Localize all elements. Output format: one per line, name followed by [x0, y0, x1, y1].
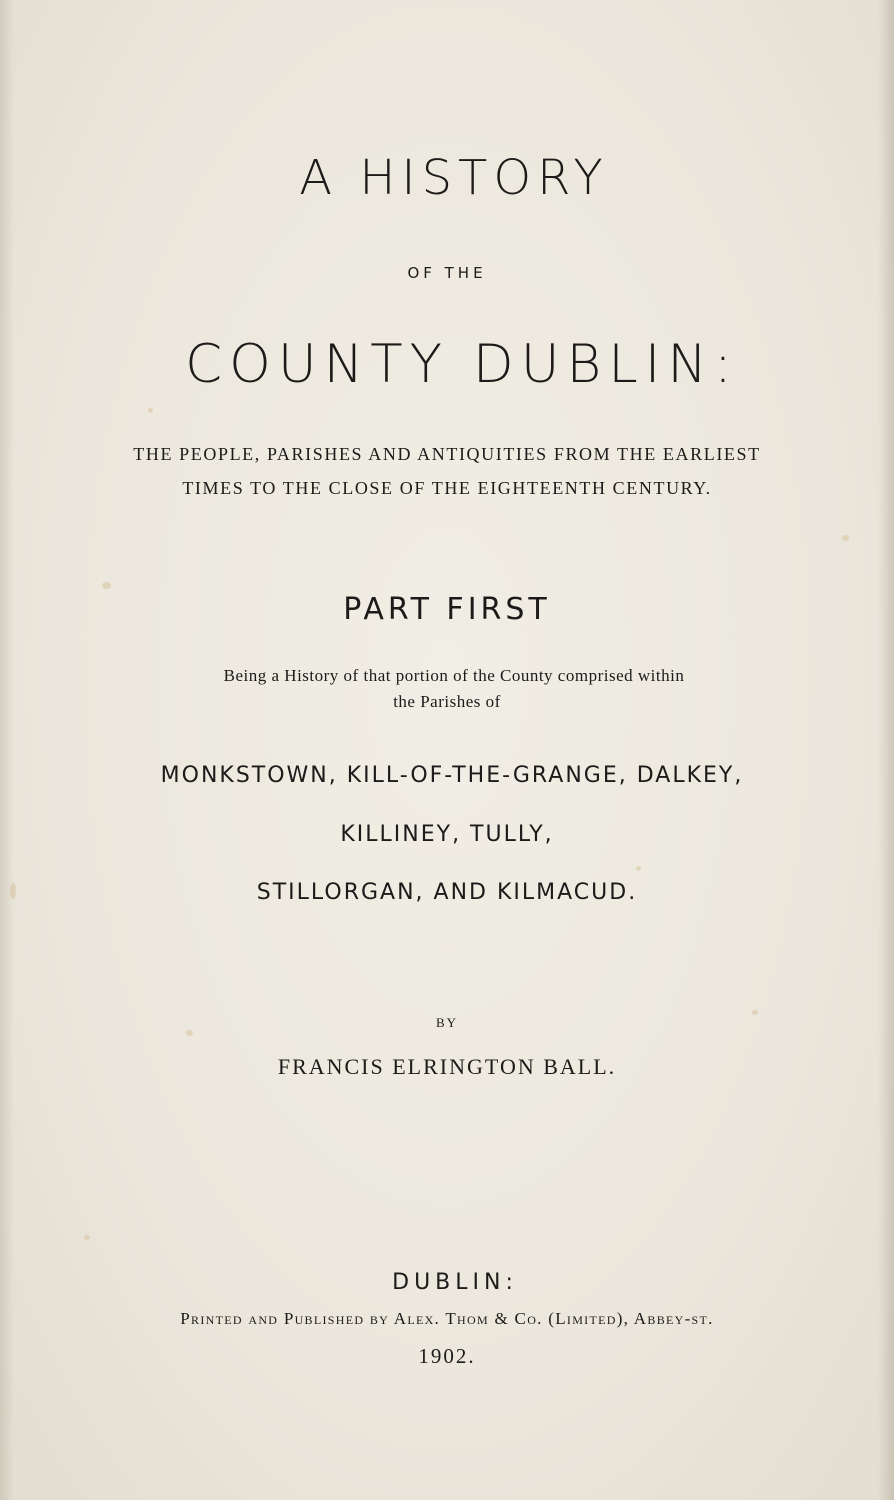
title-subject: COUNTY DUBLIN:	[185, 334, 739, 395]
byline-label: BY	[435, 1015, 459, 1030]
description-line-2: the Parishes of	[393, 692, 501, 711]
foxing-spot	[842, 535, 849, 541]
page-title: A HISTORY	[299, 150, 609, 206]
author-name: FRANCIS ELRINGTON BALL.	[277, 1054, 617, 1079]
parishes-line-3: STILLORGAN, AND KILMACUD.	[256, 880, 638, 905]
parishes-line-2: KILLINEY, TULLY,	[340, 822, 554, 847]
imprint-publisher: Printed and Published by Alex. Thom & Co. (Limited), Abbey-st.	[180, 1309, 714, 1328]
title-connector: OF THE	[407, 264, 487, 282]
foxing-spot	[148, 408, 153, 413]
foxing-spot	[84, 1235, 90, 1240]
foxing-spot	[102, 582, 111, 589]
subtitle-line-2: TIMES TO THE CLOSE OF THE EIGHTEENTH CENTURY.	[182, 478, 712, 498]
imprint-city: DUBLIN:	[392, 1270, 518, 1295]
description-line-1: Being a History of that portion of the County comprised within	[223, 666, 685, 685]
part-heading: PART FIRST	[343, 592, 551, 627]
imprint-year: 1902.	[418, 1344, 476, 1368]
subtitle-line-1: THE PEOPLE, PARISHES AND ANTIQUITIES FROM THE EARLIEST	[133, 444, 761, 464]
foxing-spot	[636, 866, 641, 871]
parishes-line-1: MONKSTOWN, KILL-OF-THE-GRANGE, DALKEY,	[160, 763, 744, 788]
